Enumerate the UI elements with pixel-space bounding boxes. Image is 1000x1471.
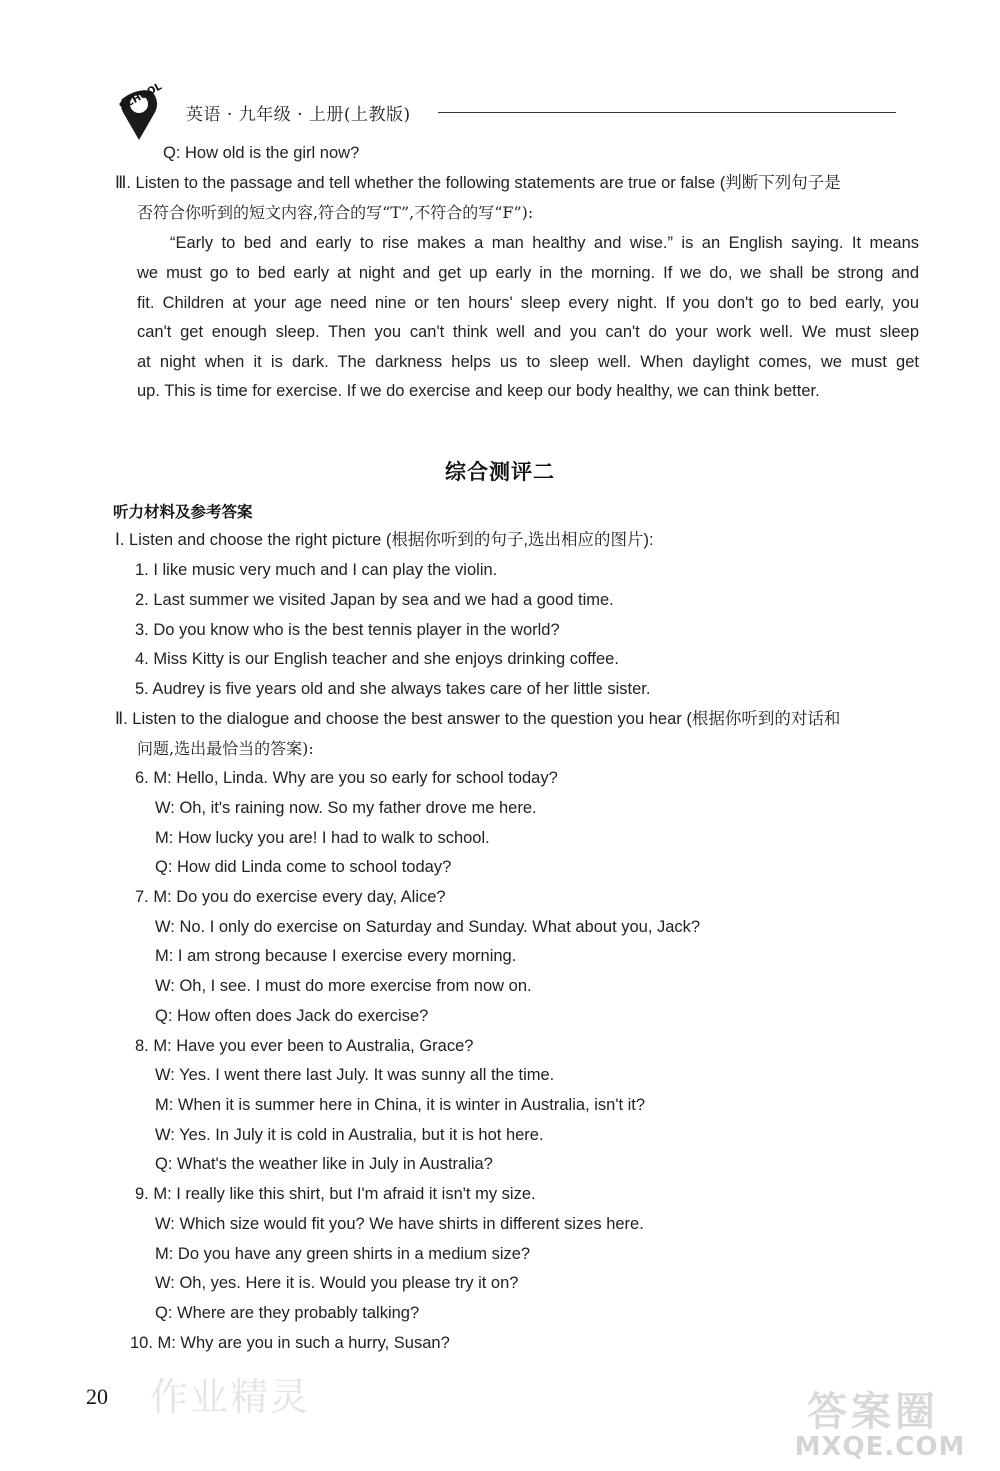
dialogue-line: Q: Where are they probably talking?	[155, 1304, 420, 1322]
dialogue-line: M: How lucky you are! I had to walk to school.	[155, 829, 490, 847]
dialogue-line: 6. M: Hello, Linda. Why are you so early for school today?	[135, 769, 558, 787]
dialogue-line: 8. M: Have you ever been to Australia, Grace?	[135, 1037, 474, 1055]
passage-line: at night when it is dark. The darkness helps us to sleep well. When daylight comes, we must get	[137, 353, 919, 371]
book-title: 英语 · 九年级 · 上册(上教版)	[186, 105, 411, 125]
dialogue-line: W: No. I only do exercise on Saturday and Sunday. What about you, Jack?	[155, 918, 701, 936]
school-logo-icon	[104, 74, 174, 144]
passage-line: fit. Children at your age need nine or ten hours' sleep every night. If you don't go to bed early, you	[137, 294, 919, 312]
passage-line: up. This is time for exercise. If we do exercise and keep our body healthy, we can think better.	[137, 382, 820, 400]
dialogue-line: 7. M: Do you do exercise every day, Alice?	[135, 888, 446, 906]
list-item: 2. Last summer we visited Japan by sea and we had a good time.	[135, 591, 614, 609]
question-line: Q: How old is the girl now?	[163, 144, 360, 162]
list-item: 1. I like music very much and I can play the violin.	[135, 561, 498, 579]
dialogue-line: Q: How did Linda come to school today?	[155, 858, 452, 876]
passage-line: can't get enough sleep. Then you can't think well and you can't do your work well. We must sleep	[137, 323, 919, 341]
passage-line: we must go to bed early at night and get up early in the morning. If we do, we shall be strong and	[137, 264, 919, 282]
dialogue-line: M: Do you have any green shirts in a medium size?	[155, 1245, 531, 1263]
dialogue-line: Q: How often does Jack do exercise?	[155, 1007, 429, 1025]
watermark-left: 作业精灵	[150, 1375, 311, 1419]
dialogue-line: 9. M: I really like this shirt, but I'm afraid it isn't my size.	[135, 1185, 536, 1203]
list-item: 5. Audrey is five years old and she always takes care of her little sister.	[135, 680, 651, 698]
passage-line: “Early to bed and early to rise makes a man healthy and wise.” is an English saying. It means	[170, 234, 919, 252]
watermark-domain: MXQE.COM	[794, 1432, 966, 1462]
dialogue-line: W: Yes. I went there last July. It was sunny all the time.	[155, 1066, 555, 1084]
part-1-instruction: Ⅰ. Listen and choose the right picture (根据你听到的句子,选出相应的图片):	[115, 531, 654, 549]
dialogue-line: W: Oh, yes. Here it is. Would you please try it on?	[155, 1274, 519, 1292]
dialogue-line: M: When it is summer here in China, it is winter in Australia, isn't it?	[155, 1096, 646, 1114]
page-number: 20	[86, 1384, 108, 1409]
dialogue-line: W: Oh, it's raining now. So my father drove me here.	[155, 799, 537, 817]
svg-text:SCHOOL: SCHOOL	[117, 81, 164, 113]
part-2-instruction: Ⅱ. Listen to the dialogue and choose the best answer to the question you hear (根据你听到的对话和	[115, 710, 841, 728]
dialogue-line: Q: What's the weather like in July in Australia?	[155, 1155, 493, 1173]
watermark-right: 答案圈	[807, 1389, 939, 1435]
dialogue-line: W: Which size would fit you? We have shirts in different sizes here.	[155, 1215, 644, 1233]
dialogue-line: W: Oh, I see. I must do more exercise from now on.	[155, 977, 532, 995]
list-item: 3. Do you know who is the best tennis player in the world?	[135, 621, 560, 639]
list-item: 4. Miss Kitty is our English teacher and she enjoys drinking coffee.	[135, 650, 619, 668]
part-2-instruction-cont: 问题,选出最恰当的答案):	[137, 739, 314, 758]
header-rule	[438, 112, 896, 113]
dialogue-line: W: Yes. In July it is cold in Australia, but it is hot here.	[155, 1126, 544, 1144]
dialogue-line: 10. M: Why are you in such a hurry, Susan?	[130, 1334, 450, 1352]
dialogue-line: M: I am strong because I exercise every morning.	[155, 947, 517, 965]
section-3-instruction: Ⅲ. Listen to the passage and tell whether the following statements are true or false (判断下列句子是	[115, 174, 841, 192]
section-3-instruction-cont: 否符合你听到的短文内容,符合的写“T”,不符合的写“F”):	[137, 203, 534, 222]
section-title: 综合测评二	[445, 459, 555, 484]
listening-materials-heading: 听力材料及参考答案	[113, 503, 253, 521]
